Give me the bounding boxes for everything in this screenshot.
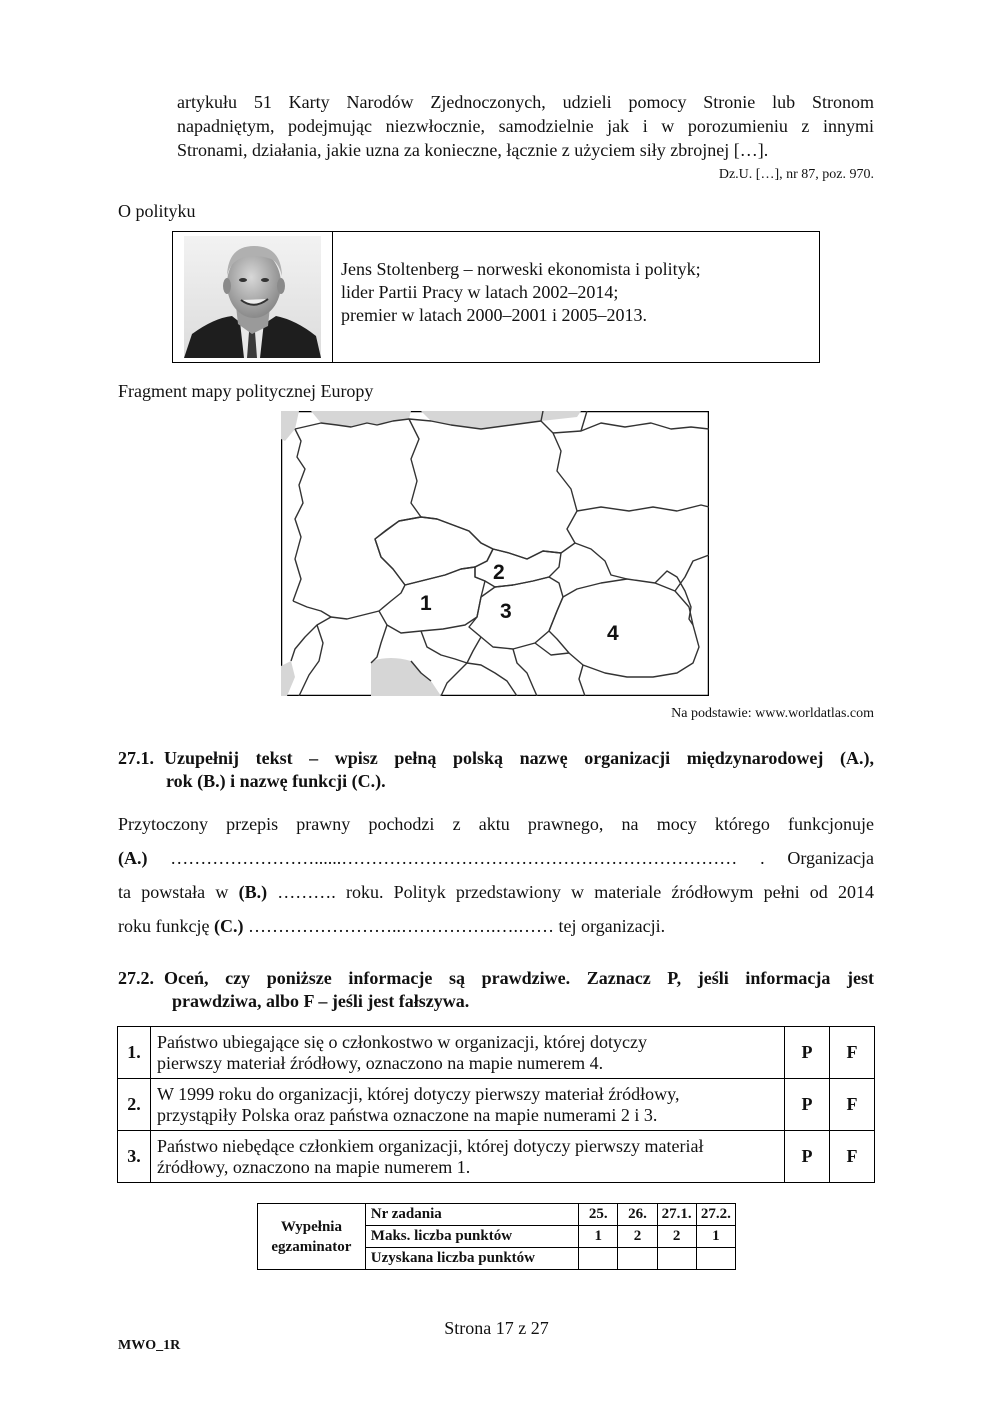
- quote-line: artykułu 51 Karty Narodów Zjednoczonych, udzieli pomocy Stronie lub Stronom: [177, 92, 874, 112]
- europe-map-image: [281, 411, 709, 696]
- quote-block: [177, 90, 874, 162]
- table-row: [258, 1204, 736, 1226]
- true-option[interactable]: P: [785, 1079, 830, 1131]
- instruction-line: rok (B.) i nazwę funkcji (C.).: [166, 771, 386, 791]
- bio-line: lider Partii Pracy w latach 2002–2014;: [341, 282, 619, 302]
- max-points-cell: 2: [618, 1226, 657, 1248]
- true-option[interactable]: P: [785, 1027, 830, 1079]
- text-line: Przytoczony przepis prawny pochodzi z aktu prawnego, na mocy którego funkcjonuje: [118, 814, 874, 834]
- earned-points-cell[interactable]: [657, 1248, 696, 1270]
- bio-line: premier w latach 2000–2001 i 2005–2013.: [341, 305, 647, 325]
- true-option[interactable]: P: [785, 1131, 830, 1183]
- blank-label-a: (A.): [118, 848, 148, 868]
- task-number: 27.1.: [118, 748, 154, 768]
- statement: [151, 1131, 785, 1183]
- blank-label-c: (C.): [213, 916, 244, 936]
- blank-a-answer[interactable]: ……………………......………………………………………………………… . Organizacja: [147, 848, 874, 868]
- row-label: Nr zadania: [365, 1204, 578, 1226]
- score-table: [257, 1203, 736, 1270]
- politician-bio: [341, 258, 811, 327]
- statement-line: Państwo ubiegające się o członkostwo w organizacji, której dotyczy: [157, 1031, 648, 1052]
- task-27-1-text: [118, 807, 874, 943]
- text-line-b: [118, 875, 874, 909]
- table-row: [118, 1131, 875, 1183]
- blank-c-answer[interactable]: ……………………..…………….….…… tej organizacji.: [243, 916, 666, 936]
- row-label: Maks. liczba punktów: [365, 1226, 578, 1248]
- statement-line: źródłowy, oznaczono na mapie numerem 1.: [157, 1156, 471, 1177]
- text-segment: roku funkcję: [118, 916, 214, 936]
- row-number: 3.: [118, 1131, 151, 1183]
- task-number-cell: 27.2.: [696, 1204, 735, 1226]
- quote-line: Stronami, działania, jakie uzna za konieczne, łącznie z użyciem siły zbrojnej […].: [177, 140, 769, 160]
- map-label-3: 3: [500, 600, 512, 623]
- blank-b-answer[interactable]: ………. roku. Polityk przedstawiony w materiale źródłowym pełni od 2014: [267, 882, 874, 902]
- false-option[interactable]: F: [830, 1079, 875, 1131]
- map-label-1: 1: [420, 592, 432, 615]
- row-number: 1.: [118, 1027, 151, 1079]
- instruction-line: Oceń, czy poniższe informacje są prawdziwe. Zaznacz P, jeśli informacja jest: [164, 968, 874, 988]
- map-heading: Fragment mapy politycznej Europy: [118, 381, 374, 401]
- task-number-cell: 27.1.: [657, 1204, 696, 1226]
- quote-line: napadniętym, podejmując niezwłocznie, samodzielnie jak i w porozumieniu z innymi: [177, 116, 874, 136]
- true-false-table: [117, 1026, 875, 1183]
- map-label-2: 2: [493, 561, 505, 584]
- row-label: Uzyskana liczba punktów: [365, 1248, 578, 1270]
- bio-line: Jens Stoltenberg – norweski ekonomista i polityk;: [341, 259, 701, 279]
- max-points-cell: 1: [696, 1226, 735, 1248]
- text-line-a: [118, 841, 874, 875]
- political-map: [281, 411, 709, 696]
- max-points-cell: 1: [579, 1226, 618, 1248]
- earned-points-cell[interactable]: [579, 1248, 618, 1270]
- blank-label-b: (B.): [238, 882, 268, 902]
- statement-line: pierwszy materiał źródłowy, oznaczono na mapie numerem 4.: [157, 1052, 604, 1073]
- map-source: Na podstawie: www.worldatlas.com: [671, 706, 874, 721]
- table-row: [118, 1027, 875, 1079]
- examiner-label: [258, 1204, 366, 1270]
- examiner-label-line: Wypełnia: [280, 1218, 342, 1235]
- politician-photo: [173, 232, 333, 362]
- task-number: 27.2.: [118, 968, 154, 988]
- statement-line: przystąpiły Polska oraz państwa oznaczone na mapie numerami 2 i 3.: [157, 1104, 658, 1125]
- page-number: Strona 17 z 27: [444, 1318, 549, 1338]
- row-number: 2.: [118, 1079, 151, 1131]
- table-row: [118, 1079, 875, 1131]
- statement: [151, 1027, 785, 1079]
- text-segment: ta powstała w: [118, 882, 239, 902]
- false-option[interactable]: F: [830, 1131, 875, 1183]
- portrait-image: [184, 236, 321, 358]
- politician-box: [172, 231, 820, 363]
- map-label-4: 4: [607, 622, 619, 645]
- task-number-cell: 26.: [618, 1204, 657, 1226]
- quote-source: Dz.U. […], nr 87, poz. 970.: [718, 167, 874, 182]
- task-27-1-instruction: [118, 747, 874, 793]
- earned-points-cell[interactable]: [618, 1248, 657, 1270]
- max-points-cell: 2: [657, 1226, 696, 1248]
- earned-points-cell[interactable]: [696, 1248, 735, 1270]
- statement-line: Państwo niebędące członkiem organizacji, której dotyczy pierwszy materiał: [157, 1135, 704, 1156]
- examiner-label-line: egzaminator: [271, 1238, 352, 1255]
- text-line-c: [118, 909, 874, 943]
- statement: [151, 1079, 785, 1131]
- statement-line: W 1999 roku do organizacji, której dotyczy pierwszy materiał źródłowy,: [157, 1083, 680, 1104]
- politician-heading: O polityku: [118, 201, 196, 221]
- false-option[interactable]: F: [830, 1027, 875, 1079]
- instruction-line: prawdziwa, albo F – jeśli jest fałszywa.: [172, 991, 470, 1011]
- instruction-line: Uzupełnij tekst – wpisz pełną polską nazwę organizacji międzynarodowej (A.),: [164, 748, 874, 768]
- document-code: MWO_1R: [118, 1338, 181, 1353]
- task-number-cell: 25.: [579, 1204, 618, 1226]
- task-27-2-instruction: [118, 967, 874, 1013]
